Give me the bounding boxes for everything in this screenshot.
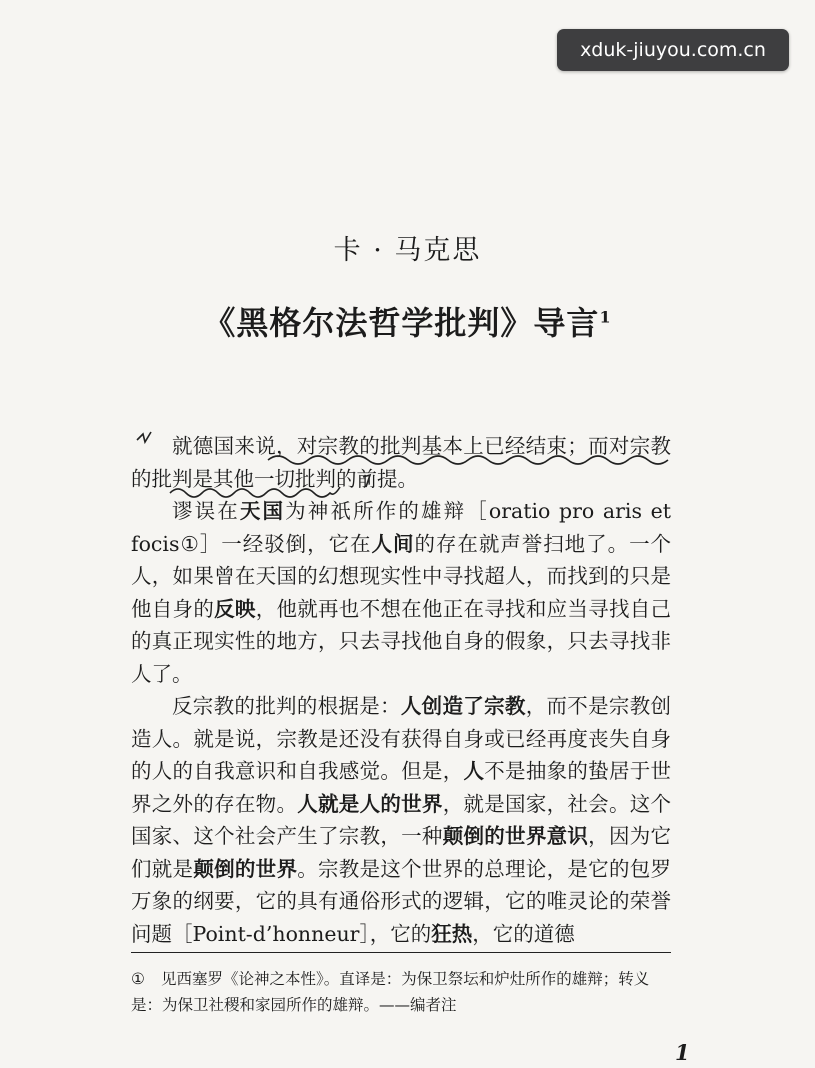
emphasis-text: 人就是人的世界 <box>297 791 443 816</box>
text-run: ，而不是宗教创造人。就是说，宗教是还没有获得自身或已经再度丧失自身的人的自我意识和自我感觉。但是， <box>131 694 672 783</box>
title-footnote-marker: 1 <box>599 307 612 327</box>
text-run: 不是抽象的蛰居于世界之外的存在物。 <box>131 759 672 816</box>
footnote-marker: ① <box>131 970 145 988</box>
text-run: 就德国来说，对宗教的批判基本上已经结束；而对宗教的批判是其他一切批判的前提。 <box>131 434 671 491</box>
text-run: 的存在就声誉扫地了。一个人，如果曾在天国的幻想现实性中寻找超人，而找到的只是他自身的 <box>131 531 672 621</box>
page-number: 1 <box>675 1040 690 1065</box>
document-title <box>0 298 815 344</box>
title-text: 《黑格尔法哲学批判》导言 <box>203 304 600 342</box>
emphasis-text: 颠倒的世界 <box>193 856 298 881</box>
footnote <box>131 966 671 1018</box>
emphasis-text: 人创造了宗教 <box>400 694 526 718</box>
text-run: ，他就再也不想在他正在寻找和应当寻找自己的真正现实性的地方，只去寻找他自身的假象，只去寻找非人了。 <box>131 596 672 686</box>
emphasis-text: 天国 <box>239 499 286 523</box>
paragraph-3 <box>131 690 671 950</box>
text-run: 反宗教的批判的根据是： <box>172 694 401 718</box>
text-run: 。宗教是这个世界的总理论，是它的包罗万象的纲要，它的具有通俗形式的逻辑，它的唯灵论的荣誉问题［Point-d’honneur］，它的 <box>131 856 672 946</box>
author-heading: 卡 · 马克思 <box>333 235 482 266</box>
paragraph-1 <box>131 430 671 495</box>
emphasis-text: 人间 <box>371 531 415 556</box>
text-run: 谬误在 <box>172 499 240 523</box>
text-run: ① <box>179 531 200 556</box>
footnote-text: 见西塞罗《论神之本性》。直译是：为保卫祭坛和炉灶所作的雄辩；转义是：为保卫社稷和家园所作的雄辩。——编者注 <box>131 970 650 1014</box>
emphasis-text: 狂热 <box>431 921 473 946</box>
footnote-divider <box>131 952 671 953</box>
watermark-text: xduk-jiuyou.com.cn <box>580 39 766 61</box>
watermark-badge <box>557 29 789 71</box>
emphasis-text: 人 <box>463 759 485 783</box>
emphasis-text: 颠倒的世界意识 <box>442 824 589 848</box>
text-run: ，它的道德 <box>472 921 575 946</box>
emphasis-text: 反映 <box>214 596 256 621</box>
text-run: 为神祇所作的雄辩［oratio pro aris et focis <box>131 499 672 556</box>
paragraph-2 <box>131 495 671 690</box>
text-run: ］一经驳倒，它在 <box>199 531 372 556</box>
text-run: ，因为它们就是 <box>131 824 672 881</box>
text-run: ，就是国家，社会。这个国家、这个社会产生了宗教，一种 <box>131 791 672 848</box>
body-text <box>131 430 671 950</box>
